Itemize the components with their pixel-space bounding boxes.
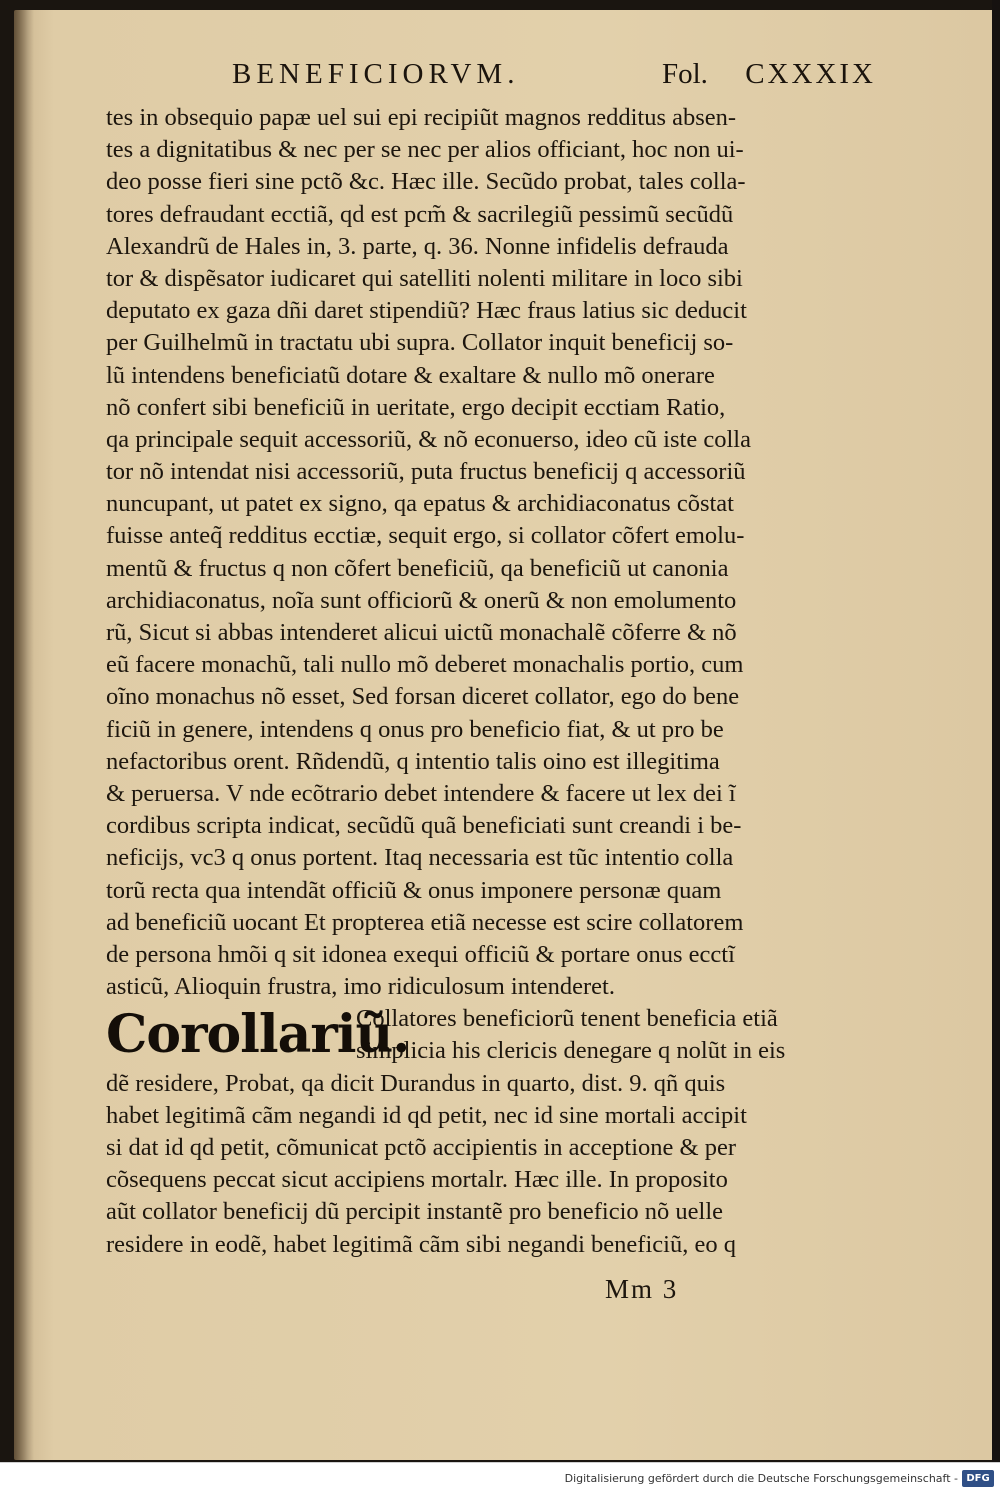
text-line: deputato ex gaza dñi daret stipendiũ? Hæc fraus latius sic deducit bbox=[106, 297, 747, 325]
text-line: asticũ, Alioquin frustra, imo ridiculosum intenderet. bbox=[106, 973, 615, 1001]
corollary-heading: Corollariũ. bbox=[106, 1004, 410, 1066]
text-line: Alexandrũ de Hales in, 3. parte, q. 36. Nonne infidelis defrauda bbox=[106, 232, 729, 260]
text-line: nõ confert sibi beneficiũ in ueritate, ergo decipit ecctiam Ratio, bbox=[106, 393, 726, 421]
text-line: oĩno monachus nõ esset, Sed forsan diceret collator, ego do bene bbox=[106, 683, 740, 711]
text-line: neficijs, vc3 q onus portent. Itaq necessaria est tũc intentio colla bbox=[106, 844, 734, 872]
text-line: residere in eodẽ, habet legitimã cãm sibi negandi beneficiũ, eo q bbox=[106, 1230, 736, 1258]
text-line: tes a dignitatibus & nec per se nec per alios officiant, hoc non ui- bbox=[106, 136, 744, 164]
text-line: tores defraudant ecctiã, qd est pcm̃ & sacrilegiũ pessimũ secũdũ bbox=[106, 200, 734, 228]
folio-label: Fol. bbox=[662, 58, 708, 90]
text-line: tor nõ intendat nisi accessoriũ, puta fructus beneficij q accessoriũ bbox=[106, 458, 746, 486]
text-line: nefactoribus orent. Rñdendũ, q intentio talis oino est illegitima bbox=[106, 747, 720, 775]
text-line: simplicia his clericis denegare q nolũt in eis bbox=[356, 1037, 786, 1065]
page-header bbox=[232, 58, 876, 98]
page-edge bbox=[992, 0, 1000, 1462]
text-line: de persona hmõi q sit idonea exequi officiũ & portare onus ecctĩ bbox=[106, 940, 735, 968]
text-line: dẽ residere, Probat, qa dicit Durandus in quarto, dist. 9. qñ quis bbox=[106, 1069, 726, 1097]
text-line: cõsequens peccat sicut accipiens mortalr. Hæc ille. In proposito bbox=[106, 1166, 728, 1194]
text-line: per Guilhelmũ in tractatu ubi supra. Collator inquit beneficij so- bbox=[106, 329, 734, 357]
running-title: BENEFICIORVM. bbox=[232, 58, 520, 90]
text-line: deo posse fieri sine pctõ &c. Hæc ille. Secũdo probat, tales colla- bbox=[106, 168, 746, 196]
text-line: torũ recta qua intendãt officiũ & onus imponere personæ quam bbox=[106, 876, 722, 904]
text-line: & peruersa. V nde ecõtrario debet intendere & facere ut lex dei ĩ bbox=[106, 779, 736, 807]
text-line: aũt collator beneficij dũ percipit instantẽ pro beneficio nõ uelle bbox=[106, 1198, 724, 1226]
footer-bar bbox=[0, 1462, 1000, 1495]
text-line: tes in obsequio papæ uel sui epi recipiũt magnos redditus absen- bbox=[106, 104, 737, 131]
text-line: habet legitimã cãm negandi id qd petit, nec id sine mortali accipit bbox=[106, 1101, 747, 1129]
text-line: tor & dispẽsator iudicaret qui satelliti nolenti militare in loco sibi bbox=[106, 264, 743, 292]
text-line: archidiaconatus, noĩa sunt officiorũ & onerũ & non emolumento bbox=[106, 586, 737, 614]
signature-mark: Mm 3 bbox=[605, 1274, 679, 1304]
text-line: ad beneficiũ uocant Et propterea etiã necesse est scire collatorem bbox=[106, 908, 744, 936]
dfg-logo-icon[interactable]: DFG bbox=[962, 1470, 994, 1487]
text-line: cordibus scripta indicat, secũdũ quã beneficiati sunt creandi i be- bbox=[106, 812, 742, 840]
text-line: mentũ & fructus q non cõfert beneficiũ, qa beneficiũ ut canonia bbox=[106, 554, 729, 582]
gutter-shadow bbox=[14, 10, 34, 1460]
main-text bbox=[106, 102, 874, 1261]
folio-number: CXXXIX bbox=[745, 58, 876, 90]
funding-credit: Digitalisierung gefördert durch die Deutsche Forschungsgemeinschaft - bbox=[564, 1472, 958, 1485]
text-line: si dat id qd petit, cõmunicat pctõ accipientis in acceptione & per bbox=[106, 1134, 736, 1161]
text-line: ficiũ in genere, intendens q onus pro beneficio fiat, & ut pro be bbox=[106, 715, 724, 743]
text-line: Collatores beneficiorũ tenent beneficia etiã bbox=[356, 1005, 778, 1033]
text-line: nuncupant, ut patet ex signo, qa epatus & archidiaconatus cõstat bbox=[106, 490, 734, 518]
text-line: lũ intendens beneficiatũ dotare & exaltare & nullo mõ onerare bbox=[106, 361, 715, 389]
text-line: fuisse anteq̃ redditus ecctiæ, sequit ergo, si collator cõfert emolu- bbox=[106, 522, 745, 550]
text-line: eũ facere monachũ, tali nullo mõ deberet monachalis portio, cum bbox=[106, 651, 744, 679]
text-line: rũ, Sicut si abbas intenderet alicui uictũ monachalẽ cõferre & nõ bbox=[106, 619, 737, 646]
text-line: qa principale sequit accessoriũ, & nõ econuerso, ideo cũ iste colla bbox=[106, 425, 751, 453]
